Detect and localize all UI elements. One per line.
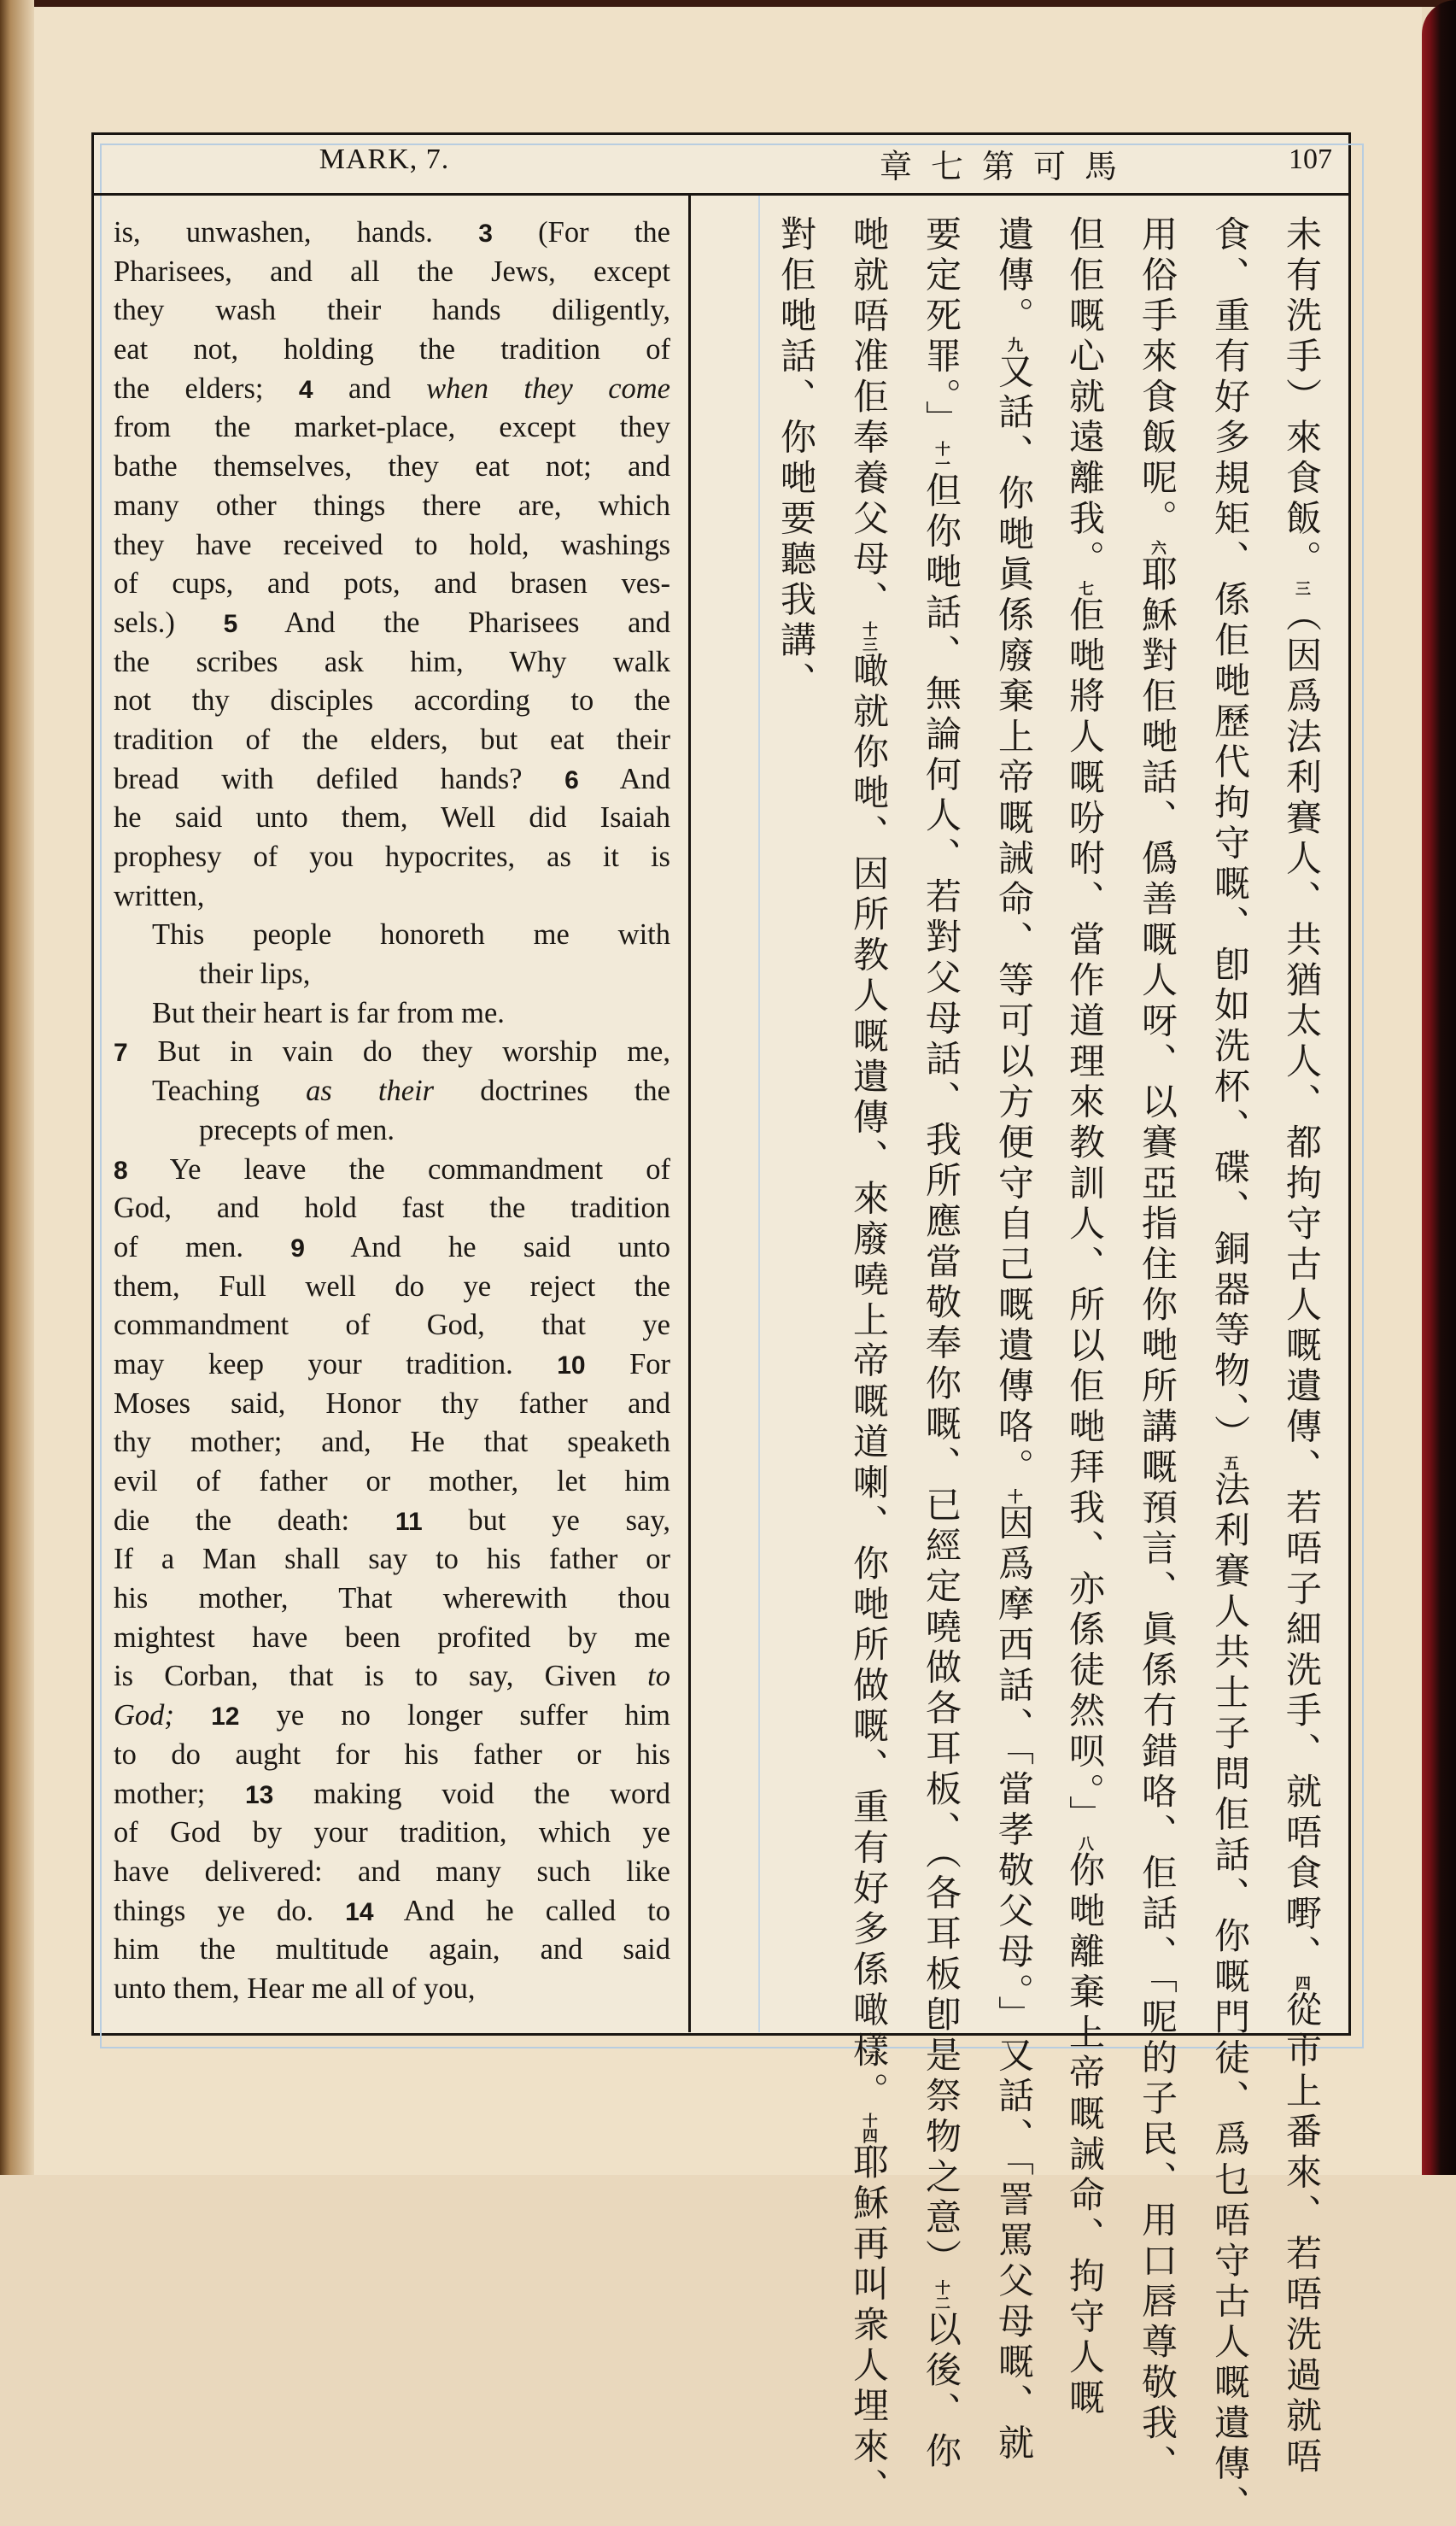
verse-text: But their heart is far from me.: [152, 996, 505, 1029]
chinese-text: 因爲摩西話、「當孝敬父母。」又話、「詈罵父母嘅、就: [993, 1503, 1035, 2464]
english-line: [114, 682, 670, 721]
verse-text: him the multitude again, and said: [114, 1933, 670, 1966]
verse-marker: 七: [1076, 580, 1094, 596]
verse-number: 5: [223, 609, 238, 638]
chinese-text: 耶穌再叫衆人埋來、: [848, 2143, 890, 2509]
chinese-text: 法利賽人共士子問佢話、你嘅門徒、爲乜唔守古人嘅遺傳、: [1209, 1470, 1251, 2526]
chinese-text: 耶穌對佢哋話、僞善嘅人呀、以賽亞指住你哋所講嘅預言、眞係冇錯咯、佢話、「呢的子民、用口唇尊敬我、: [1137, 555, 1178, 2485]
verse-text: their lips,: [199, 958, 311, 991]
verse-text: of men.: [114, 1230, 291, 1263]
verse-marker: 十一: [933, 441, 950, 472]
verse-marker: 八: [1076, 1836, 1094, 1851]
verse-text: his mother, That wherewith thou: [114, 1582, 670, 1615]
chinese-text: 哋就唔准佢奉養父母、: [848, 215, 890, 621]
book-cover-edge: [1422, 0, 1456, 2175]
english-line: [114, 643, 670, 683]
chinese-text: 從市上番來、若唔洗過就唔: [1281, 1990, 1323, 2478]
verse-text: And he said unto: [304, 1230, 671, 1263]
english-line: [114, 1892, 670, 1931]
english-line: [114, 291, 670, 331]
english-line: [114, 1151, 670, 1190]
verse-number: 7: [114, 1039, 128, 1068]
verse-number: 9: [290, 1234, 305, 1263]
verse-text: many other things there are, which: [114, 489, 670, 522]
verse-text: and: [313, 372, 427, 405]
chinese-text: 又話、你哋眞係廢棄上帝嘅誡命、等可以方便守自己嘅遺傳咯。: [993, 352, 1035, 1489]
english-line: [114, 487, 670, 526]
english-line: [114, 1736, 670, 1775]
verse-text: die the death:: [114, 1503, 395, 1537]
chinese-column: [914, 215, 962, 2473]
italic-text: God;: [114, 1699, 174, 1732]
book-gutter-shadow: [0, 0, 34, 2175]
verse-marker: 十: [1005, 1488, 1023, 1504]
verse-marker: 四: [1293, 1975, 1311, 1991]
chinese-text-area: [700, 215, 1332, 2526]
english-line: [114, 526, 670, 566]
verse-number: 8: [114, 1156, 128, 1185]
verse-text: (For the: [492, 216, 670, 249]
english-line: [114, 370, 670, 409]
chinese-text: 對佢哋話、你哋要聽我講、: [775, 215, 817, 702]
verse-text: But in vain do they worship me,: [127, 1035, 670, 1069]
english-line: [114, 604, 670, 643]
verse-text: Teaching: [152, 1075, 307, 1108]
chinese-text: 要定死罪。」: [921, 215, 962, 441]
verse-text: This people honoreth me with: [152, 918, 670, 952]
verse-text: the scribes ask him, Why walk: [114, 645, 670, 678]
verse-text: written,: [114, 879, 205, 912]
chinese-text: 你哋離棄上帝嘅誡命、拘守人嘅: [1064, 1851, 1106, 2419]
verse-text: evil of father or mother, let him: [114, 1465, 670, 1497]
english-line: [114, 214, 670, 253]
chinese-column: [769, 215, 816, 702]
verse-text: sels.): [114, 606, 224, 639]
verse-text: not thy disciples according to the: [114, 684, 670, 718]
verse-text: commandment of God, that ye: [114, 1309, 670, 1342]
english-line: [114, 955, 670, 994]
verse-marker: 五: [1221, 1455, 1239, 1471]
italic-text: to: [647, 1660, 670, 1693]
verse-text: he said unto them, Well did Isaiah: [114, 801, 670, 835]
verse-text: from the market-place, except they: [114, 411, 670, 444]
verse-text: precepts of men.: [199, 1113, 395, 1146]
chinese-column: [986, 215, 1034, 2464]
book-top-edge: [0, 0, 1456, 7]
verse-text: If a Man shall say to his father or: [114, 1543, 670, 1576]
chinese-text: 遺傳。: [993, 215, 1035, 337]
english-line: [114, 1423, 670, 1462]
english-line: [114, 253, 670, 292]
verse-marker: 十三: [860, 621, 878, 652]
verse-text: mother;: [114, 1777, 245, 1810]
verse-text: And: [578, 762, 670, 795]
verse-text: thy mother; and, He that speaketh: [114, 1426, 670, 1459]
verse-text: is Corban, that is to say, Given: [114, 1660, 648, 1693]
verse-text: prophesy of you hypocrites, as it is: [114, 841, 670, 873]
verse-text: have delivered: and many such like: [114, 1855, 670, 1888]
verse-text: [174, 1699, 211, 1732]
verse-text: they wash their hands diligently,: [114, 294, 670, 327]
chinese-text: 以後、你: [921, 2310, 962, 2473]
english-line: [114, 1540, 670, 1579]
english-line: [114, 1579, 670, 1619]
english-line: [114, 331, 670, 370]
verse-text: bread with defiled hands?: [114, 762, 565, 795]
chinese-text: 用俗手來食飯呢。: [1137, 215, 1178, 540]
chinese-column: [1130, 215, 1178, 2485]
verse-text: Pharisees, and all the Jews, except: [114, 255, 670, 288]
verse-text: unto them, Hear me all of you,: [114, 1972, 476, 2005]
verse-text: may keep your tradition.: [114, 1347, 558, 1380]
verse-marker: 九: [1005, 337, 1023, 353]
english-line: [114, 1072, 670, 1111]
english-line: [114, 838, 670, 877]
chinese-column: [841, 215, 889, 2509]
verse-number: 14: [345, 1897, 374, 1926]
english-line: [114, 916, 670, 955]
chinese-text: 未有洗手）來食飯。: [1281, 215, 1323, 581]
page-number: 107: [1289, 144, 1332, 175]
verse-text: mightest have been profited by me: [114, 1621, 670, 1654]
english-line: [114, 994, 670, 1034]
chinese-text: 但你哋話、無論何人、若對父母話、我所應當敬奉你嘅、已經定嘵做各耳板、（各耳板卽是祭物之意）: [921, 472, 962, 2280]
english-line: [114, 408, 670, 448]
verse-text: but ye say,: [422, 1503, 670, 1537]
english-line: [114, 1970, 670, 2009]
english-line: [114, 1189, 670, 1228]
verse-number: 11: [395, 1507, 423, 1536]
english-line: [114, 877, 670, 917]
english-line: [114, 1657, 670, 1697]
running-header-english: MARK, 7.: [319, 144, 450, 175]
english-line: [114, 1697, 670, 1736]
verse-number: 3: [478, 220, 493, 248]
italic-text: as their: [306, 1075, 435, 1108]
english-line: [114, 1228, 670, 1268]
verse-number: 12: [211, 1703, 240, 1732]
english-line: [114, 1111, 670, 1151]
english-text-column: [114, 214, 670, 2009]
english-line: [114, 721, 670, 760]
english-line: [114, 760, 670, 800]
running-header-chinese: 章七第可馬: [879, 148, 1136, 185]
verse-text: tradition of the elders, but eat their: [114, 723, 670, 756]
english-line: [114, 1931, 670, 1970]
chinese-text: （因爲法利賽人、共猶太人、都拘守古人嘅遺傳、若唔子細洗手、就唔食嘢、: [1281, 595, 1323, 1976]
verse-number: 4: [298, 375, 313, 404]
verse-text: God, and hold fast the tradition: [114, 1192, 670, 1225]
verse-text: And the Pharisees and: [237, 606, 670, 639]
italic-text: when they come: [426, 372, 670, 405]
english-line: [114, 1853, 670, 1892]
verse-marker: 十二: [933, 2279, 950, 2311]
verse-text: For: [585, 1347, 671, 1380]
verse-text: ye no longer suffer him: [239, 1699, 671, 1732]
header-rule: [91, 193, 1351, 196]
verse-text: And he called to: [373, 1894, 670, 1927]
english-line: [114, 1462, 670, 1502]
verse-text: them, Full well do ye reject the: [114, 1269, 670, 1303]
verse-marker: 十四: [860, 2113, 878, 2143]
english-line: [114, 1775, 670, 1814]
verse-text: things ye do.: [114, 1894, 346, 1927]
english-line: [114, 1619, 670, 1658]
chinese-text: 食、重有好多規矩、係佢哋歷代拘守嘅、卽如洗杯、碟、銅器等物、）: [1209, 215, 1251, 1456]
english-line: [114, 1385, 670, 1424]
verse-text: to do aught for his father or his: [114, 1738, 670, 1771]
verse-number: 13: [245, 1780, 274, 1809]
chinese-text: 但佢嘅心就遠離我。: [1064, 215, 1106, 581]
verse-number: 6: [564, 765, 579, 794]
chinese-text: 噉就你哋、因所教人嘅遺傳、來廢嘵上帝嘅道喇、你哋所做嘅、重有好多係噉樣。: [848, 652, 890, 2113]
column-divider: [688, 196, 691, 2032]
verse-number: 10: [557, 1351, 586, 1380]
english-line: [114, 1033, 670, 1072]
verse-text: Ye leave the commandment of: [127, 1152, 670, 1186]
verse-text: is, unwashen, hands.: [114, 216, 479, 249]
english-line: [114, 1502, 670, 1541]
verse-text: bathe themselves, they eat not; and: [114, 450, 670, 484]
verse-text: of cups, and pots, and brasen ves-: [114, 567, 670, 601]
english-line: [114, 565, 670, 604]
chinese-column: [1274, 215, 1322, 2478]
verse-text: they have received to hold, washings: [114, 528, 670, 561]
verse-text: Moses said, Honor thy father and: [114, 1386, 670, 1420]
verse-marker: 六: [1149, 540, 1167, 555]
verse-text: eat not, holding the tradition of: [114, 333, 670, 366]
verse-text: the elders;: [114, 372, 299, 405]
english-line: [114, 799, 670, 838]
verse-text: doctrines the: [434, 1075, 670, 1108]
english-line: [114, 1306, 670, 1345]
verse-text: making void the word: [273, 1777, 670, 1810]
verse-marker: 三: [1293, 580, 1311, 596]
chinese-column: [1202, 215, 1250, 2526]
verse-text: of God by your tradition, which ye: [114, 1816, 670, 1849]
english-line: [114, 1345, 670, 1385]
chinese-column: [1057, 215, 1105, 2419]
english-line: [114, 1814, 670, 1853]
chinese-text: 佢哋將人嘅吩咐、當作道理來教訓人、所以佢哋拜我、亦係徒然呗。」: [1064, 595, 1106, 1836]
english-line: [114, 448, 670, 487]
english-line: [114, 1268, 670, 1307]
